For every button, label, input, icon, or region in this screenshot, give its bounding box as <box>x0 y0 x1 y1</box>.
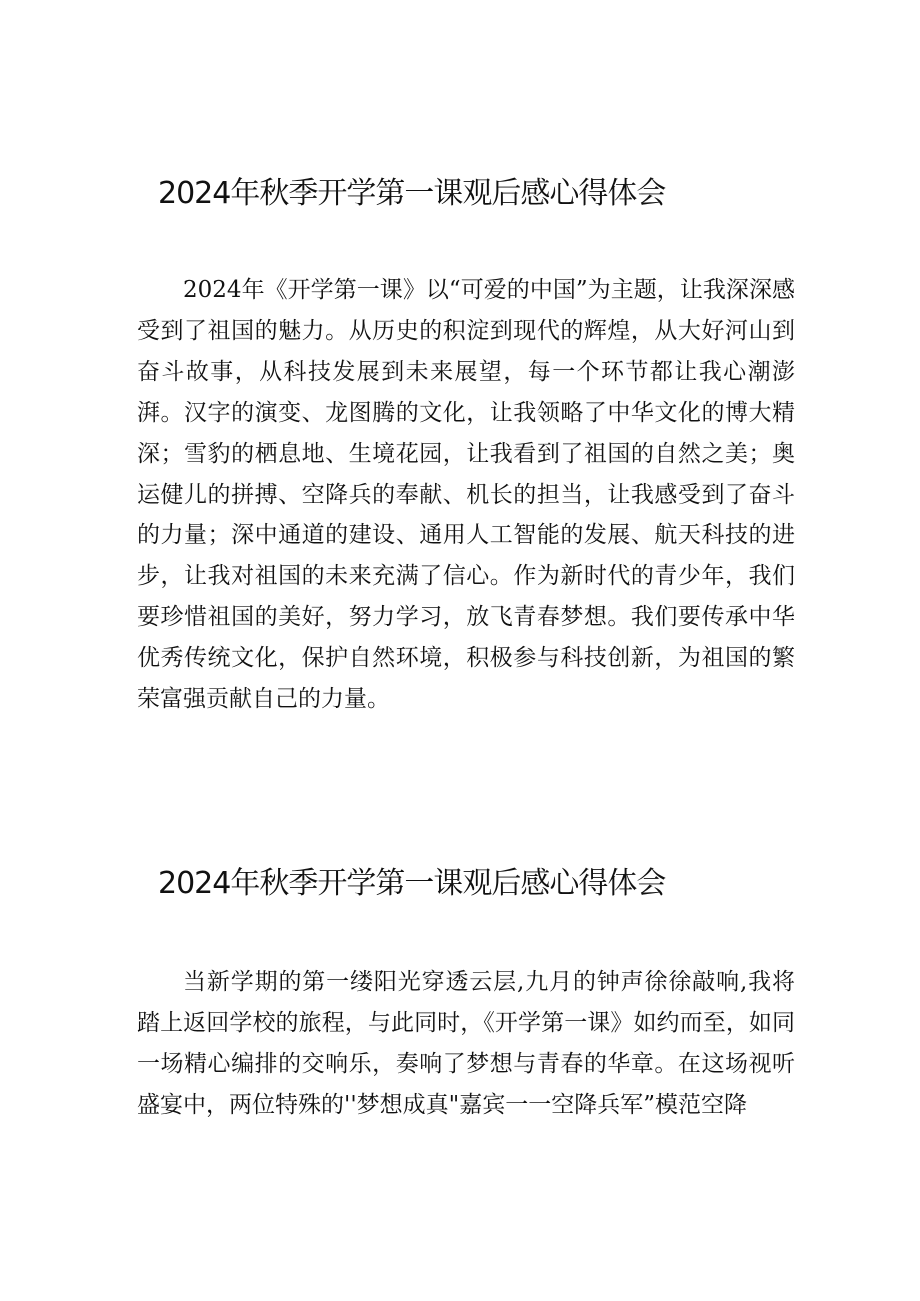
section-title-1: 2024年秋季开学第一课观后感心得体会 <box>158 176 666 211</box>
section-body-2: 当新学期的第一缕阳光穿透云层,九月的钟声徐徐敲响,我将踏上返回学校的旅程，与此同时，《开学第一课》如约而至，如同一场精心编排的交响乐，奏响了梦想与青春的华章。在这场视听盛宴中，两位特殊的''梦想成真"嘉宾一一空降兵军”模范空降 <box>137 969 795 1118</box>
section-body-1: 2024年《开学第一课》以“可爱的中国”为主题，让我深深感受到了祖国的魅力。从历史的积淀到现代的辉煌，从大好河山到奋斗故事，从科技发展到未来展望，每一个环节都让我心潮澎湃。汉字的演变、龙图腾的文化，让我领略了中华文化的博大精深；雪豹的栖息地、生境花园，让我看到了祖国的自然之美；奥运健儿的拼搏、空降兵的奉献、机长的担当，让我感受到了奋斗的力量；深中通道的建设、通用人工智能的发展、航天科技的进步，让我对祖国的未来充满了信心。作为新时代的青少年，我们要珍惜祖国的美好，努力学习，放飞青春梦想。我们要传承中华优秀传统文化，保护自然环境，积极参与科技创新，为祖国的繁荣富强贡献自己的力量。 <box>137 277 795 713</box>
section-title-2: 2024年秋季开学第一课观后感心得体会 <box>158 866 666 901</box>
